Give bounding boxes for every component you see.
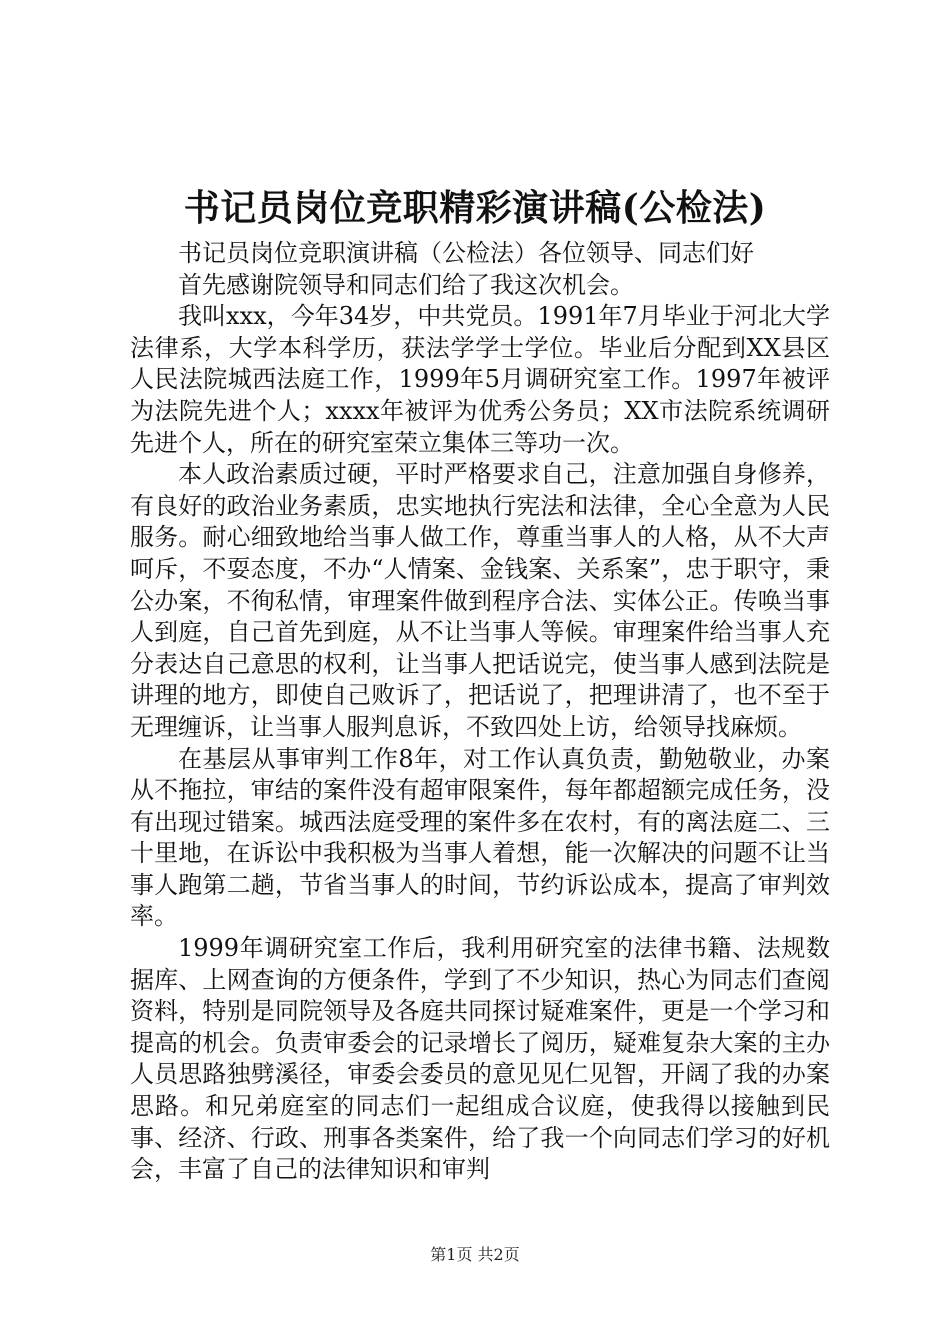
paragraph-trial-work: 在基层从事审判工作8年，对工作认真负责，勤勉敬业，办案从不拖拉，审结的案件没有超审限案件，每年都超额完成任务，没有出现过错案。城西法庭受理的案件多在农村，有的离法庭二、三十里地，在诉讼中我积极为当事人着想，能一次解决的问题不让当事人跑第二趟，节省当事人的时间，节约诉讼成本，提高了审判效率。 (130, 744, 830, 931)
paragraph-political-quality: 本人政治素质过硬，平时严格要求自己，注意加强自身修养，有良好的政治业务素质，忠实地执行宪法和法律，全心全意为人民服务。耐心细致地给当事人做工作，尊重当事人的人格，从不大声呵斥，不耍态度，不办“人情案、金钱案、关系案”，忠于职守，秉公办案，不徇私情，审理案件做到程序合法、实体公正。传唤当事人到庭，自己首先到庭，从不让当事人等候。审理案件给当事人充分表达自己意思的权利，让当事人把话说完，使当事人感到法院是讲理的地方，即使自己败诉了，把话说了，把理讲清了，也不至于无理缠诉，让当事人服判息诉，不致四处上访，给领导找麻烦。 (130, 460, 830, 741)
paragraph-research-office: 1999年调研究室工作后，我利用研究室的法律书籍、法规数据库、上网查询的方便条件，学到了不少知识，热心为同志们查阅资料，特别是同院领导及各庭共同探讨疑难案件，更是一个学习和提高的机会。负责审委会的记录增长了阅历，疑难复杂大案的主办人员思路独劈溪径，审委会委员的意见见仁见智，开阔了我的办案思路。和兄弟庭室的同志们一起组成合议庭，使我得以接触到民事、经济、行政、刑事各类案件，给了我一个向同志们学习的好机会，丰富了自己的法律知识和审判 (130, 934, 830, 1184)
document-body (130, 238, 830, 1186)
paragraph-heading-greeting: 书记员岗位竞职演讲稿（公检法）各位领导、同志们好 (178, 239, 754, 267)
paragraph-thanks: 首先感谢院领导和同志们给了我这次机会。 (178, 270, 634, 299)
paragraph-self-introduction: 我叫xxx，今年34岁，中共党员。1991年7月毕业于河北大学法律系，大学本科学历，获法学学士学位。毕业后分配到XX县区人民法院城西法庭工作，1999年5月调研究室工作。1997年被评为法院先进个人；xxxx年被评为优秀公务员；XX市法院系统调研先进个人，所在的研究室荣立集体三等功一次。 (130, 302, 830, 457)
page-number-footer: 第1页 共2页 (430, 1245, 520, 1264)
document-title: 书记员岗位竞职精彩演讲稿(公检法) (183, 187, 767, 229)
